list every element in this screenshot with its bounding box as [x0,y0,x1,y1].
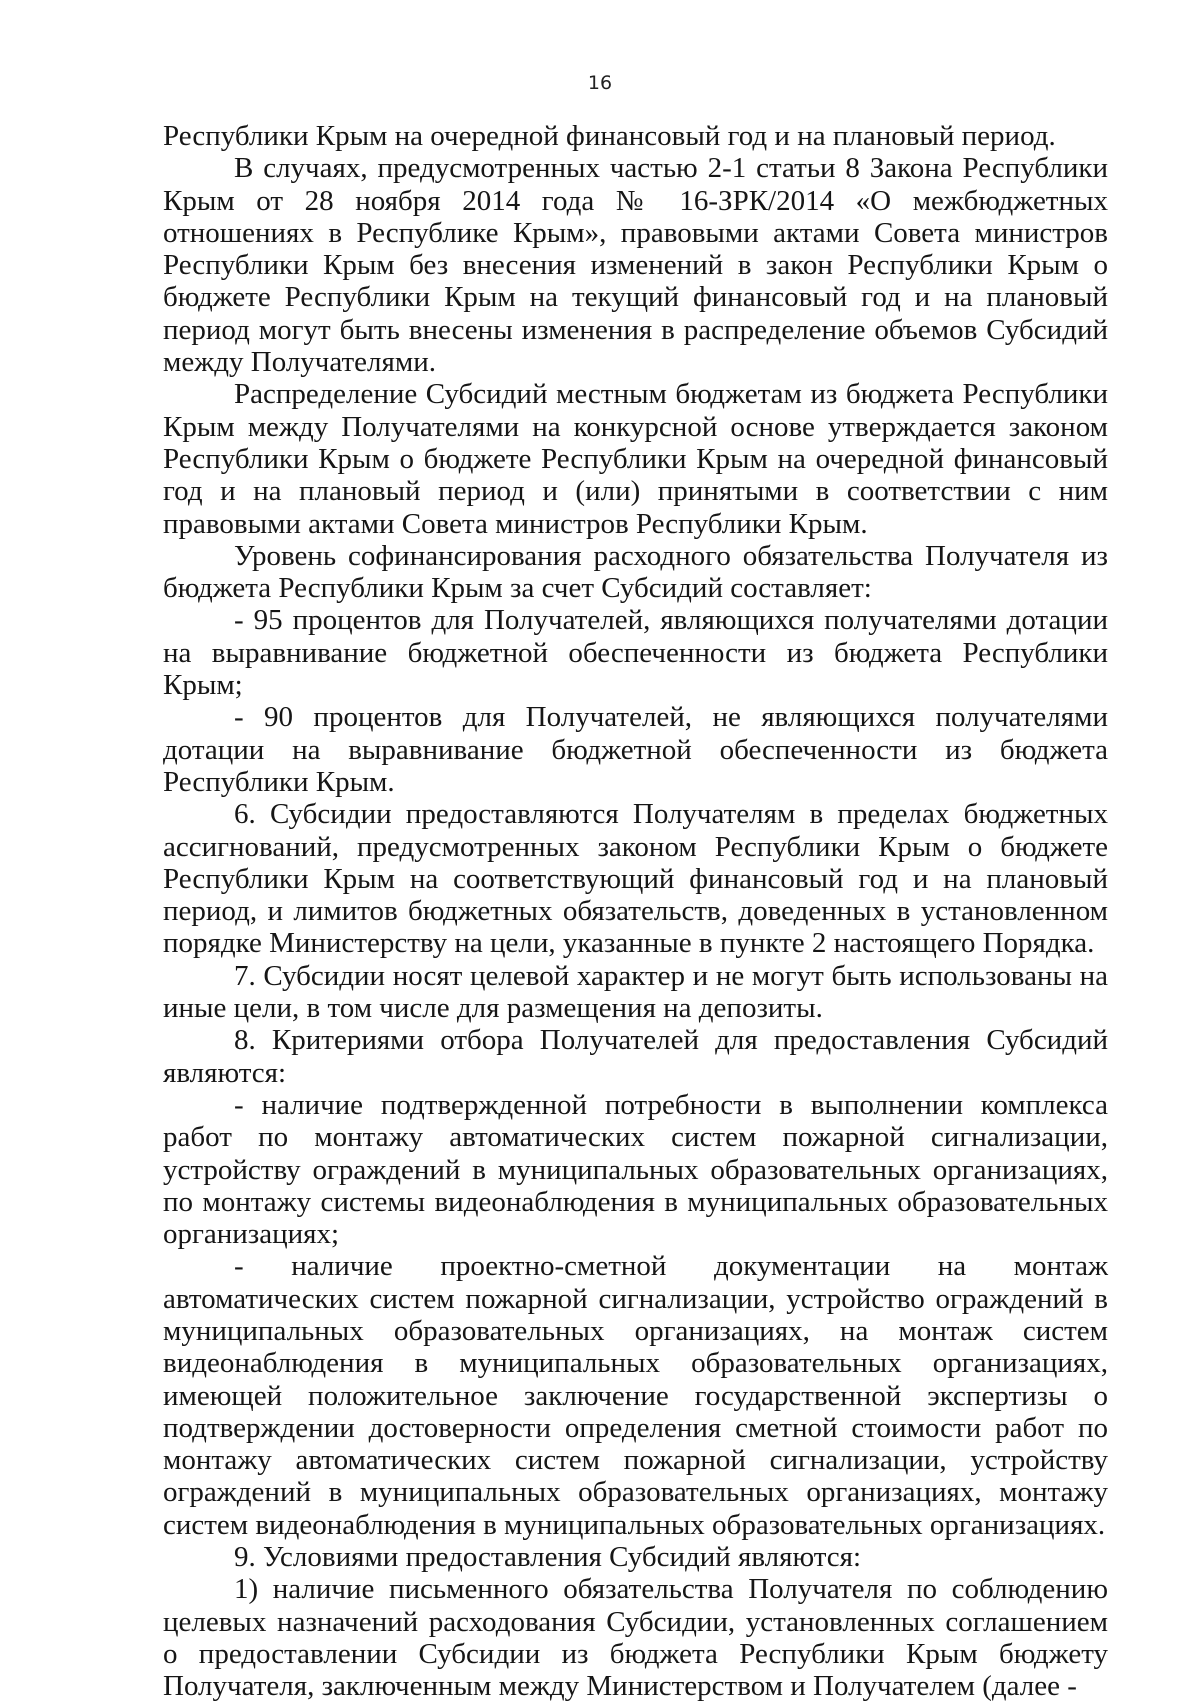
paragraph-continuation: Республики Крым на очередной финансовый год и на плановый период. [163,120,1056,152]
clause-8: 8. Критериями отбора Получателей для предоставления Субсидий являются: [163,1024,1108,1089]
clause-9: 9. Условиями предоставления Субсидий являются: [234,1541,862,1574]
list-item-95-percent: - 95 процентов для Получателей, являющихся получателями дотации на выравнивание бюджетной обеспеченности из бюджета Республики Крым; [163,604,1108,702]
condition-item-1: 1) наличие письменного обязательства Получателя по соблюдению целевых назначений расходования Субсидии, установленных соглашением о предоставлении Субсидии из бюджета Республики Крым бюджету Получателя, заключенным между Министерством и Получателем (далее - [163,1573,1108,1703]
clause-6: 6. Субсидии предоставляются Получателям в пределах бюджетных ассигнований, предусмотренных законом Республики Крым о бюджете Республики Крым на соответствующий финансовый год и на плановый период, и лимитов бюджетных обязательств, доведенных в установленном порядке Министерству на цели, указанные в пункте 2 настоящего Порядка. [163,798,1108,960]
paragraph-budget-changes: В случаях, предусмотренных частью 2-1 статьи 8 Закона Республики Крым от 28 ноября 2014 года № 16-ЗРК/2014 «О межбюджетных отношениях в Республике Крым», правовыми актами Совета министров Республики Крым без внесения изменений в закон Республики Крым о бюджете Республики Крым на текущий финансовый год и на плановый период могут быть внесены изменения в распределение объемов Субсидий между Получателями. [163,152,1108,379]
page-number: 16 [587,72,613,94]
criteria-item-documentation: - наличие проектно-сметной документации на монтаж автоматических систем пожарной сигнализации, устройство ограждений в муниципальных образовательных организациях, на монтаж систем видеонаблюдения в муниципальных образовательных организациях, имеющей положительное заключение государственной экспертизы о подтверждении достоверности определения сметной стоимости работ по монтажу автоматических систем пожарной сигнализации, устройству ограждений в муниципальных образовательных организациях, монтажу систем видеонаблюдения в муниципальных образовательных организациях. [163,1250,1108,1541]
document-body [163,120,1108,1703]
paragraph-subsidy-distribution: Распределение Субсидий местным бюджетам из бюджета Республики Крым между Получателями на конкурсной основе утверждается законом Республики Крым о бюджете Республики Крым на очередной финансовый год и на плановый период и (или) принятыми в соответствии с ним правовыми актами Совета министров Республики Крым. [163,378,1108,540]
paragraph-cofinancing-level: Уровень софинансирования расходного обязательства Получателя из бюджета Республики Крым за счет Субсидий составляет: [163,539,1108,605]
criteria-item-need: - наличие подтвержденной потребности в выполнении комплекса работ по монтажу автоматических систем пожарной сигнализации, устройству ограждений в муниципальных образовательных организациях, по монтажу системы видеонаблюдения в муниципальных образовательных организациях; [163,1088,1108,1251]
clause-7: 7. Субсидии носят целевой характер и не могут быть использованы на иные цели, в том числе для размещения на депозиты. [163,959,1108,1025]
list-item-90-percent: - 90 процентов для Получателей, не являющихся получателями дотации на выравнивание бюджетной обеспеченности из бюджета Республики Крым. [163,701,1108,798]
